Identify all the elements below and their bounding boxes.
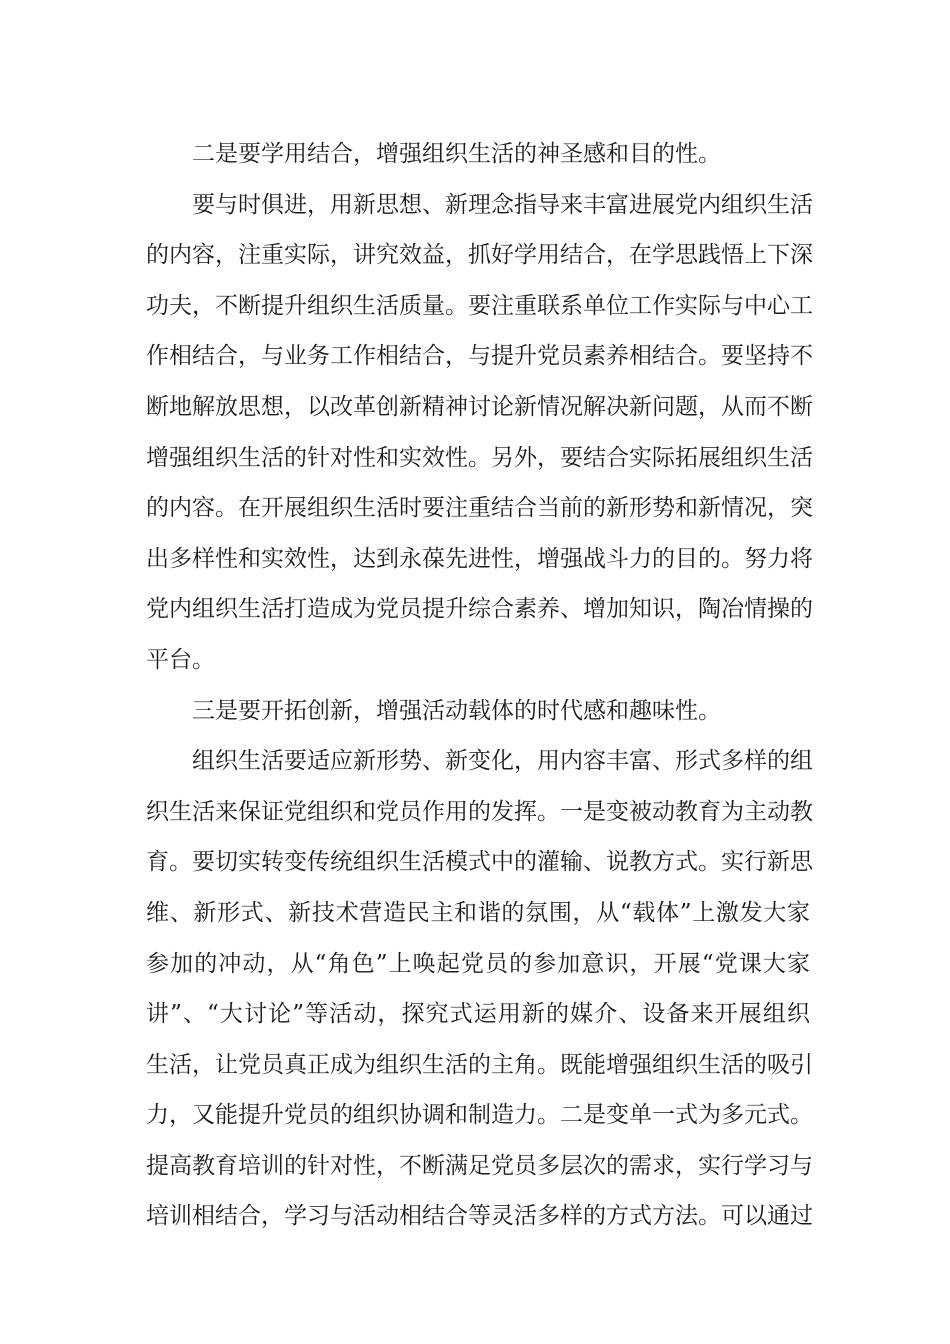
text-line: 二是要学用结合，增强组织生活的神圣感和目的性。	[192, 141, 721, 167]
text-line: 力，又能提升党员的组织协调和制造力。二是变单一式为多元式。	[146, 1102, 813, 1129]
text-line: 提高教育培训的针对性，不断满足党员多层次的需求，实行学习与	[146, 1152, 813, 1179]
text-line: 育。要切实转变传统组织生活模式中的灌输、说教方式。实行新思	[146, 849, 813, 876]
text-line: 出多样性和实效性，达到永葆先进性，增强战斗力的目的。努力将	[146, 545, 813, 572]
text-line: 讲”、“大讨论”等活动，探究式运用新的媒介、设备来开展组织	[146, 1001, 810, 1028]
text-line: 维、新形式、新技术营造民主和谐的氛围，从“载体”上激发大家	[146, 899, 810, 926]
text-line: 平台。	[146, 646, 215, 673]
text-line: 三是要开拓创新，增强活动载体的时代感和趣味性。	[192, 697, 721, 724]
text-line: 作相结合，与业务工作相结合，与提升党员素养相结合。要坚持不	[146, 343, 813, 370]
text-line: 断地解放思想，以改革创新精神讨论新情况解决新问题，从而不断	[146, 393, 813, 420]
text-line: 织生活来保证党组织和党员作用的发挥。一是变被动教育为主动教	[146, 798, 813, 825]
text-line: 培训相结合，学习与活动相结合等灵活多样的方式方法。可以通过	[146, 1203, 813, 1230]
text-line: 参加的冲动，从“角色”上唤起党员的参加意识，开展“党课大家	[146, 950, 810, 977]
text-line: 的内容。在开展组织生活时要注重结合当前的新形势和新情况，突	[146, 495, 813, 522]
text-line: 要与时俱进，用新思想、新理念指导来丰富进展党内组织生活	[192, 191, 813, 218]
text-line: 的内容，注重实际，讲究效益，抓好学用结合，在学思践悟上下深	[146, 242, 813, 269]
text-line: 增强组织生活的针对性和实效性。另外，要结合实际拓展组织生活	[146, 444, 813, 471]
text-line: 生活，让党员真正成为组织生活的主角。既能增强组织生活的吸引	[146, 1051, 813, 1078]
text-line: 党内组织生活打造成为党员提升综合素养、增加知识，陶冶情操的	[146, 596, 813, 623]
text-line: 功夫，不断提升组织生活质量。要注重联系单位工作实际与中心工	[146, 292, 813, 319]
document-body	[146, 129, 813, 1242]
text-line: 组织生活要适应新形势、新变化，用内容丰富、形式多样的组	[192, 748, 813, 775]
